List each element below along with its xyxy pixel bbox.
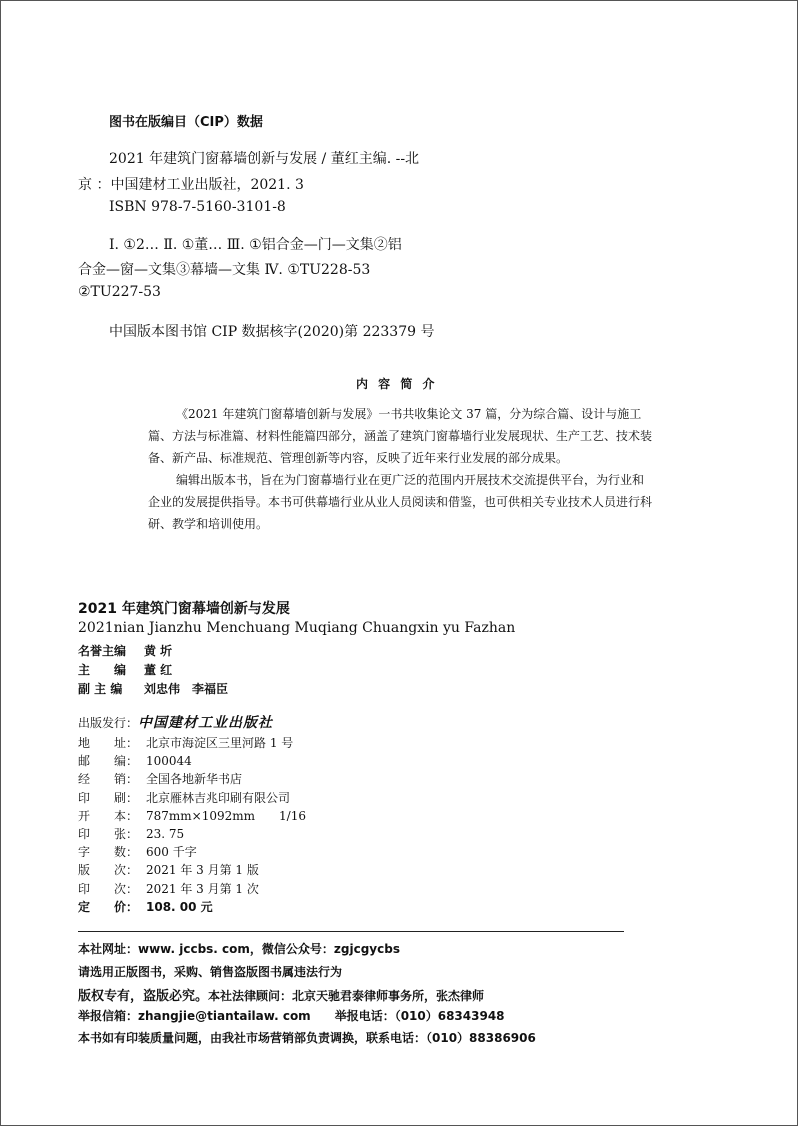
publication-row-value: 2021 年 3 月第 1 版 [146, 863, 259, 878]
footer-report: 举报信箱：zhangjie@tiantailaw. com 举报电话：（010）68343948 [78, 1009, 505, 1023]
publication-row-label: 经 销： [78, 772, 139, 787]
publication-row [78, 807, 306, 825]
footer-copyright-bold: 版权专有，盗版必究。 [78, 989, 209, 1004]
cip-class-3: ②TU227-53 [78, 284, 161, 300]
publication-row-value: 北京市海淀区三里河路 1 号 [146, 736, 294, 750]
summary-paragraph-1: 《2021 年建筑门窗幕墙创新与发展》一书共收集论文 37 篇，分为综合篇、设计与施工篇、方法与标准篇、材料性能篇四部分，涵盖了建筑门窗幕墙行业发展现状、生产工艺、技术装备、新产品、标准规范、管理创新等内容，反映了近年来行业发展的部分成果。 [148, 407, 653, 465]
cip-line-1: 2021 年建筑门窗幕墙创新与发展 / 董红主编. --北 [109, 151, 420, 167]
publisher-label: 出版发行： [78, 716, 139, 730]
cip-class-1: Ⅰ. ①2… Ⅱ. ①董… Ⅲ. ①铝合金—门—文集②铝 [109, 237, 402, 253]
publication-row-value: 23. 75 [146, 827, 185, 841]
honorary-editor-value: 黄 圻 [144, 644, 173, 658]
footer-divider [78, 931, 624, 932]
cip-heading: 图书在版编目（CIP）数据 [109, 115, 263, 130]
editor-label: 主 编 [78, 663, 127, 677]
cip-isbn: ISBN 978-7-5160-3101-8 [109, 199, 286, 215]
deputy-editor-label: 副 主 编 [78, 682, 123, 696]
publication-row [78, 734, 293, 752]
publication-row-label: 定 价： [78, 899, 139, 914]
footer-website: 本社网址：www. jccbs. com，微信公众号：zgjcgycbs [78, 942, 400, 956]
publication-row-label: 印 刷： [78, 790, 139, 805]
deputy-editor-row [78, 680, 228, 697]
footer-notice: 请选用正版图书，采购、销售盗版图书属违法行为 [78, 965, 343, 979]
summary-body [148, 403, 653, 535]
book-title: 2021 年建筑门窗幕墙创新与发展 [78, 601, 290, 617]
publisher-logo: 中国建材工业出版社 [138, 715, 274, 731]
cip-record: 中国版本图书馆 CIP 数据核字(2020)第 223379 号 [109, 324, 435, 340]
publication-row-value: 600 千字 [146, 845, 197, 860]
publication-row [78, 843, 197, 861]
publication-row-value: 2021 年 3 月第 1 次 [146, 881, 259, 896]
publication-row [78, 898, 213, 916]
footer-copyright [78, 985, 484, 1004]
publication-row-label: 字 数： [78, 845, 139, 860]
publisher-row [78, 712, 273, 732]
publication-row [78, 825, 184, 843]
publication-row-label: 开 本： [78, 808, 139, 823]
editor-row [78, 661, 172, 678]
publication-row-label: 地 址： [78, 736, 139, 750]
publication-row-label: 印 次： [78, 881, 139, 896]
publication-row [78, 880, 259, 898]
publication-row-value: 北京雁林吉兆印刷有限公司 [146, 790, 291, 805]
publication-row [78, 770, 242, 788]
publication-row-label: 邮 编： [78, 754, 139, 769]
publication-row [78, 752, 192, 770]
deputy-editor-value: 刘忠伟 李福臣 [144, 682, 229, 696]
publication-row-value: 787mm×1092mm 1/16 [146, 808, 306, 823]
book-title-pinyin: 2021nian Jianzhu Menchuang Muqiang Chuangxin yu Fazhan [78, 620, 516, 636]
publication-row-value: 全国各地新华书店 [146, 772, 243, 787]
publication-row-label: 印 张： [78, 827, 139, 841]
publication-row [78, 861, 259, 879]
honorary-editor-label: 名誉主编 [78, 644, 127, 658]
honorary-editor-row [78, 642, 172, 659]
publication-row-value: 100044 [146, 754, 192, 769]
summary-title: 内 容 简 介 [356, 377, 438, 391]
publication-row-value: 108. 00 元 [146, 899, 213, 914]
footer-legal-counsel: 本社法律顾问：北京天驰君泰律师事务所，张杰律师 [208, 989, 485, 1003]
editor-value: 董 红 [144, 663, 173, 677]
cip-class-2: 合金—窗—文集③幕墙—文集 Ⅳ. ①TU228-53 [78, 262, 371, 278]
publication-row [78, 789, 290, 807]
summary-paragraph-2: 编辑出版本书，旨在为门窗幕墙行业在更广泛的范围内开展技术交流提供平台，为行业和企业的发展提供指导。本书可供幕墙行业从业人员阅读和借鉴，也可供相关专业技术人员进行科研、教学和培训使用。 [148, 473, 653, 531]
publication-row-label: 版 次： [78, 863, 139, 878]
cip-line-2: 京 ：中国建材工业出版社，2021. 3 [78, 177, 304, 193]
footer-quality: 本书如有印装质量问题，由我社市场营销部负责调换，联系电话：（010）88386906 [78, 1031, 536, 1045]
